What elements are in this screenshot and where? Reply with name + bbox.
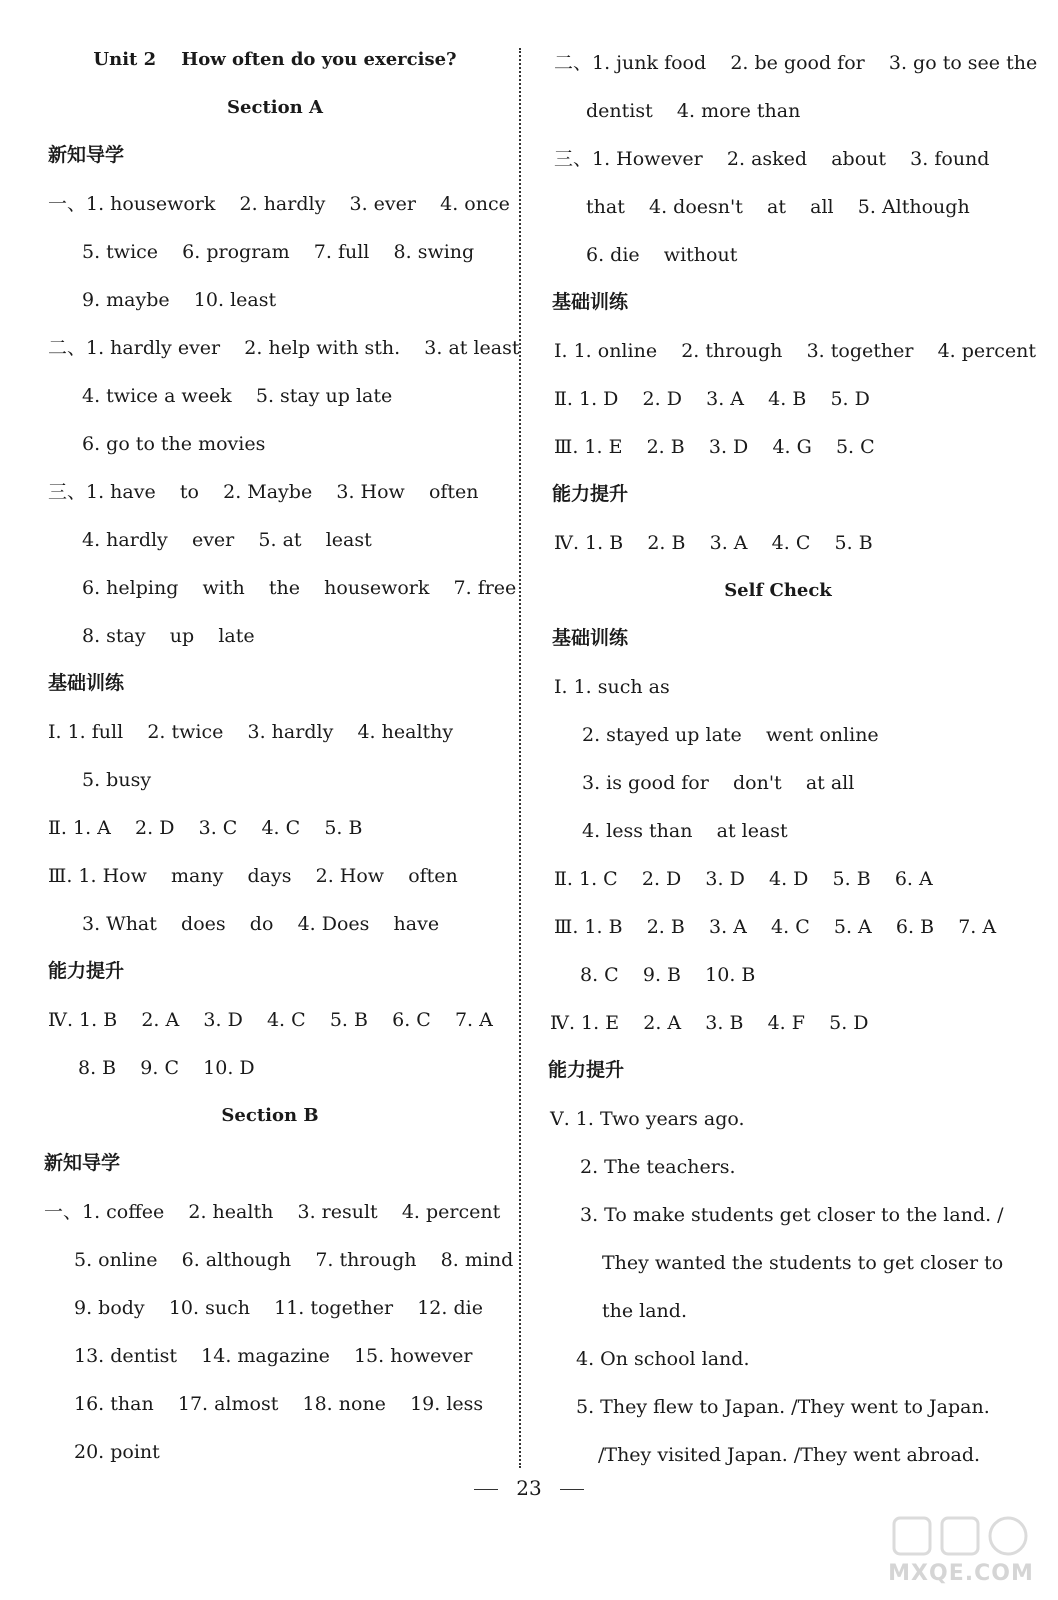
- unit-title: Unit 2 How often do you exercise?: [93, 49, 457, 70]
- dash-decoration: [474, 1489, 498, 1490]
- heading-jichu-xunlian: 基础训练: [552, 627, 629, 649]
- answer-line: 5. twice 6. program 7. full 8. swing: [82, 241, 475, 263]
- answer-line: 8. stay up late: [82, 625, 255, 647]
- answer-line: Ⅰ. 1. such as: [554, 676, 670, 698]
- answer-line: 三、1. However 2. asked about 3. found: [554, 148, 990, 170]
- section-a-heading: Section A: [227, 97, 323, 118]
- answer-line: 4. twice a week 5. stay up late: [82, 385, 393, 407]
- watermark-emblem-icon: [886, 1512, 1036, 1562]
- answer-line: 8. C 9. B 10. B: [580, 964, 756, 986]
- answer-line: Ⅳ. 1. E 2. A 3. B 4. F 5. D: [550, 1012, 869, 1034]
- answer-line: dentist 4. more than: [586, 100, 801, 122]
- heading-xinzhi-daoxue: 新知导学: [44, 1152, 121, 1174]
- answer-line: 三、1. have to 2. Maybe 3. How often: [48, 481, 479, 503]
- answer-line: Ⅰ. 1. full 2. twice 3. hardly 4. healthy: [48, 721, 454, 743]
- answer-line: the land.: [602, 1300, 687, 1322]
- dash-decoration: [560, 1489, 584, 1490]
- answer-line: Ⅲ. 1. B 2. B 3. A 4. C 5. A 6. B 7. A: [554, 916, 997, 938]
- heading-xinzhi-daoxue: 新知导学: [48, 144, 125, 166]
- answer-line: 9. maybe 10. least: [82, 289, 277, 311]
- answer-line: Ⅲ. 1. How many days 2. How often: [48, 865, 458, 887]
- answer-line: Ⅲ. 1. E 2. B 3. D 4. G 5. C: [554, 436, 875, 458]
- answer-line: Ⅱ. 1. A 2. D 3. C 4. C 5. B: [48, 817, 363, 839]
- heading-jichu-xunlian: 基础训练: [552, 291, 629, 313]
- answer-line: 6. die without: [586, 244, 738, 266]
- answer-line: 3. is good for don't at all: [582, 772, 855, 794]
- answer-line: 6. helping with the housework 7. free: [82, 577, 517, 599]
- answer-line: Ⅱ. 1. C 2. D 3. D 4. D 5. B 6. A: [554, 868, 933, 890]
- watermark-logo: [886, 1512, 1036, 1586]
- answer-line: 20. point: [74, 1441, 160, 1463]
- answer-line: 3. To make students get closer to the land. /: [580, 1204, 1004, 1226]
- answer-line: 2. The teachers.: [580, 1156, 736, 1178]
- answer-line: Ⅴ. 1. Two years ago.: [550, 1108, 745, 1130]
- answer-line: 6. go to the movies: [82, 433, 266, 455]
- heading-nengli-tisheng: 能力提升: [48, 960, 125, 982]
- answer-line: 二、1. hardly ever 2. help with sth. 3. at least: [48, 337, 520, 359]
- answer-line: Ⅳ. 1. B 2. B 3. A 4. C 5. B: [554, 532, 873, 554]
- answer-line: 一、1. coffee 2. health 3. result 4. percent: [44, 1201, 501, 1223]
- answer-line: Ⅱ. 1. D 2. D 3. A 4. B 5. D: [554, 388, 870, 410]
- answer-line: 一、1. housework 2. hardly 3. ever 4. once: [48, 193, 510, 215]
- answer-line: /They visited Japan. /They went abroad.: [598, 1444, 981, 1466]
- answer-line: 9. body 10. such 11. together 12. die: [74, 1297, 483, 1319]
- answer-line: 4. hardly ever 5. at least: [82, 529, 372, 551]
- column-divider: [519, 48, 521, 1468]
- answer-line: 2. stayed up late went online: [582, 724, 879, 746]
- answer-line: 二、1. junk food 2. be good for 3. go to see the: [554, 52, 1038, 74]
- heading-nengli-tisheng: 能力提升: [552, 483, 629, 505]
- answer-line: 5. They flew to Japan. /They went to Japan.: [576, 1396, 990, 1418]
- answer-line: 8. B 9. C 10. D: [78, 1057, 255, 1079]
- answer-line: They wanted the students to get closer to: [602, 1252, 1004, 1274]
- answer-line: 16. than 17. almost 18. none 19. less: [74, 1393, 484, 1415]
- answer-line: 5. busy: [82, 769, 152, 791]
- answer-line: 5. online 6. although 7. through 8. mind: [74, 1249, 514, 1271]
- answer-line: Ⅳ. 1. B 2. A 3. D 4. C 5. B 6. C 7. A: [48, 1009, 493, 1031]
- answer-line: Ⅰ. 1. online 2. through 3. together 4. percent: [554, 340, 1036, 362]
- heading-jichu-xunlian: 基础训练: [48, 672, 125, 694]
- answer-line: 13. dentist 14. magazine 15. however: [74, 1345, 473, 1367]
- page-number: 23: [516, 1476, 542, 1500]
- answer-line: 3. What does do 4. Does have: [82, 913, 440, 935]
- page-footer: [0, 1476, 1058, 1500]
- heading-nengli-tisheng: 能力提升: [548, 1059, 625, 1081]
- section-b-heading: Section B: [221, 1105, 319, 1126]
- answer-line: that 4. doesn't at all 5. Although: [586, 196, 970, 218]
- answer-line: 4. On school land.: [576, 1348, 750, 1370]
- self-check-heading: Self Check: [724, 580, 832, 601]
- answer-line: 4. less than at least: [582, 820, 788, 842]
- watermark-text: MXQE.COM: [888, 1561, 1034, 1586]
